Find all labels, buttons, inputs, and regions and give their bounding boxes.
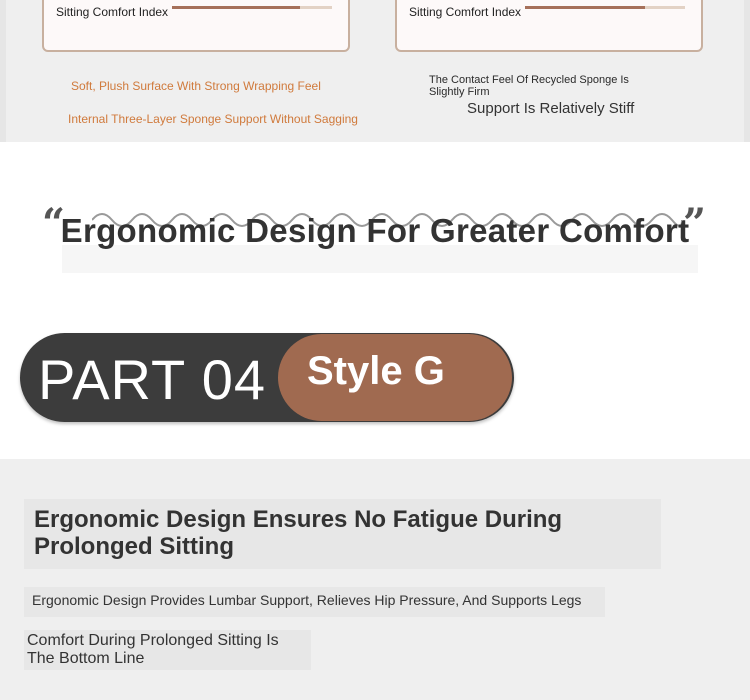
feature-left-2: Internal Three-Layer Sponge Support Without Sagging <box>68 112 358 126</box>
open-quote-mark: “ <box>42 200 66 247</box>
close-quote-mark: ” <box>683 200 707 247</box>
feature-title: Ergonomic Design Ensures No Fatigue During Prolonged Sitting <box>34 506 563 560</box>
comfort-card-right <box>395 0 703 52</box>
section-heading: Ergonomic Design For Greater Comfort <box>60 212 690 249</box>
comfort-index-label: Sitting Comfort Index <box>56 5 169 19</box>
band-edge-right <box>744 0 750 142</box>
comfort-rating-fill <box>172 6 300 9</box>
comfort-rating-fill <box>525 6 645 9</box>
comparison-band <box>0 0 750 142</box>
style-label: Style G <box>307 349 445 393</box>
feature-left-1: Soft, Plush Surface With Strong Wrapping Feel <box>71 79 321 93</box>
part-banner <box>20 333 514 422</box>
comfort-card-left <box>42 0 350 52</box>
feature-right-1: The Contact Feel Of Recycled Sponge Is Slightly Firm <box>429 74 629 98</box>
comfort-rating-bar <box>172 6 332 9</box>
feature-subtitle: Ergonomic Design Provides Lumbar Support, Relieves Hip Pressure, And Supports Legs <box>32 592 582 608</box>
part-label: PART 04 <box>38 348 267 411</box>
comfort-rating-bar <box>525 6 685 9</box>
feature-right-2: Support Is Relatively Stiff <box>467 100 635 117</box>
comfort-index-label: Sitting Comfort Index <box>409 5 522 19</box>
band-edge-left <box>0 0 6 142</box>
feature-note: Comfort During Prolonged Sitting Is The Bottom Line <box>27 632 279 667</box>
